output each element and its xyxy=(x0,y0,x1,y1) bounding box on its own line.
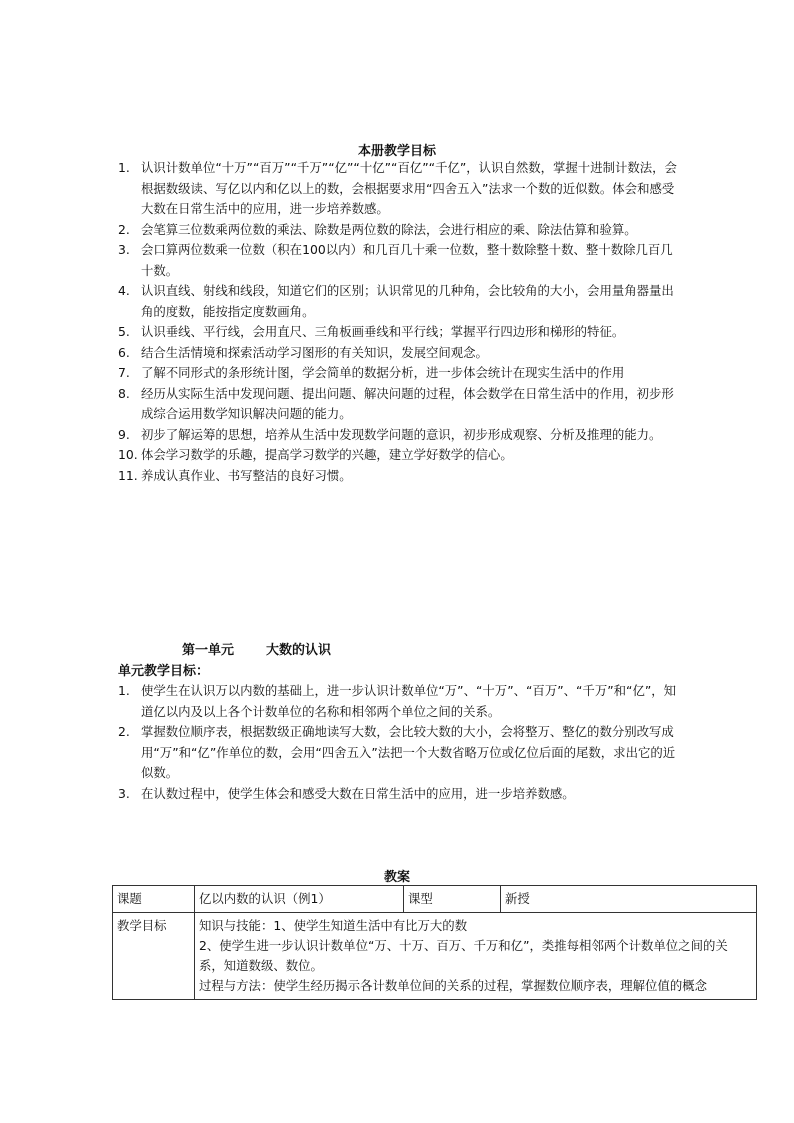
table-row xyxy=(113,886,757,913)
unit-goals-subheading: 单元教学目标： xyxy=(118,664,210,679)
unit-number: 第一单元 xyxy=(182,643,235,658)
objective-line: 过程与方法：使学生经历揭示各计数单位间的关系的过程，掌握数位顺序表，理解位值的概念 xyxy=(199,978,708,993)
item-number: 8. xyxy=(118,385,130,401)
list-item xyxy=(118,343,678,364)
list-item xyxy=(118,722,678,784)
topic-cell: 亿以内数的认识（例1） xyxy=(195,886,404,913)
item-number: 3. xyxy=(118,785,130,801)
item-number: 4. xyxy=(118,283,130,298)
item-number: 7. xyxy=(118,365,130,380)
table-row xyxy=(113,913,757,1000)
item-number: 9. xyxy=(118,426,130,442)
list-item xyxy=(118,158,678,220)
item-number: 2. xyxy=(118,724,130,739)
item-text: 结合生活情境和探索活动学习图形的有关知识，发展空间观念。 xyxy=(141,344,488,360)
objectives-cell xyxy=(195,913,757,1000)
unit-heading xyxy=(182,639,331,658)
item-number: 3. xyxy=(118,242,130,257)
semester-goals-title: 本册教学目标 xyxy=(357,144,436,159)
objective-line: 2、使学生进一步认识计数单位“万、十万、百万、千万和亿”，类推每相邻两个计数单位之间的关系，知道数级、数位。 xyxy=(199,938,728,973)
item-text: 认识垂线、平行线，会用直尺、三角板画垂线和平行线；掌握平行四边形和梯形的特征。 xyxy=(141,324,625,339)
item-text: 初步了解运筹的思想，培养从生活中发现数学问题的意识，初步形成观察、分析及推理的能力。 xyxy=(141,426,662,442)
item-number: 2. xyxy=(118,221,130,237)
item-text: 会笔算三位数乘两位数的乘法、除数是两位数的除法，会进行相应的乘、除法估算和验算。 xyxy=(141,221,637,237)
list-item xyxy=(118,384,678,425)
item-number: 6. xyxy=(118,344,130,360)
topic-label-cell: 课题 xyxy=(113,886,195,913)
list-item xyxy=(118,466,678,487)
semester-goals-list xyxy=(118,158,678,486)
list-item xyxy=(118,425,678,446)
type-cell: 新授 xyxy=(501,886,757,913)
list-item xyxy=(118,363,678,384)
list-item xyxy=(118,681,678,722)
lesson-plan-table xyxy=(112,885,757,1000)
item-text: 养成认真作业、书写整洁的良好习惯。 xyxy=(141,467,352,483)
item-text: 认识计数单位“十万”“百万”“千万”“亿”“十亿”“百亿”“千亿”，认识自然数，掌握十进制计数法，会根据数级读、写亿以内和亿以上的数，会根据要求用“四舍五入”法求一个数的近似数。体会和感受大数在日常生活中的应用，进一步培养数感。 xyxy=(141,160,677,216)
item-text: 掌握数位顺序表，根据数级正确地读写大数，会比较大数的大小，会将整万、整亿的数分别改写成用“万”和“亿”作单位的数，会用“四舍五入”法把一个大数省略万位或亿位后面的尾数，求出它的近似数。 xyxy=(141,724,676,780)
item-number: 5. xyxy=(118,324,130,339)
list-item xyxy=(118,240,678,281)
item-text: 经历从实际生活中发现问题、提出问题、解决问题的过程，体会数学在日常生活中的作用，初步形成综合运用数学知识解决问题的能力。 xyxy=(141,385,674,421)
item-text: 使学生在认识万以内数的基础上，进一步认识计数单位“万”、“十万”、“百万”、“千万”和“亿”，知道亿以内及以上各个计数单位的名称和相邻两个单位之间的关系。 xyxy=(141,683,677,719)
item-text: 体会学习数学的乐趣，提高学习数学的兴趣，建立学好数学的信心。 xyxy=(141,447,513,462)
unit-name: 大数的认识 xyxy=(266,643,332,658)
item-text: 在认数过程中，使学生体会和感受大数在日常生活中的应用，进一步培养数感。 xyxy=(141,785,575,801)
list-item xyxy=(118,445,678,466)
type-label-cell: 课型 xyxy=(404,886,501,913)
list-item xyxy=(118,322,678,343)
item-text: 会口算两位数乘一位数（积在100以内）和几百几十乘一位数，整十数除整十数、整十数除几百几十数。 xyxy=(141,242,673,278)
list-item xyxy=(118,281,678,322)
item-number: 1. xyxy=(118,683,130,698)
item-number: 1. xyxy=(118,160,130,175)
item-number: 11. xyxy=(118,467,138,483)
objectives-label-cell: 教学目标 xyxy=(113,913,195,1000)
unit-goals-list xyxy=(118,681,678,804)
lesson-plan-title: 教案 xyxy=(383,870,410,885)
item-text: 认识直线、射线和线段，知道它们的区别；认识常见的几种角，会比较角的大小，会用量角器量出角的度数，能按指定度数画角。 xyxy=(141,283,674,319)
item-number: 10. xyxy=(118,447,138,462)
item-text: 了解不同形式的条形统计图，学会简单的数据分析，进一步体会统计在现实生活中的作用 xyxy=(141,365,625,380)
objective-line: 知识与技能：1、使学生知道生活中有比万大的数 xyxy=(199,918,468,933)
list-item xyxy=(118,220,678,241)
list-item xyxy=(118,784,678,805)
